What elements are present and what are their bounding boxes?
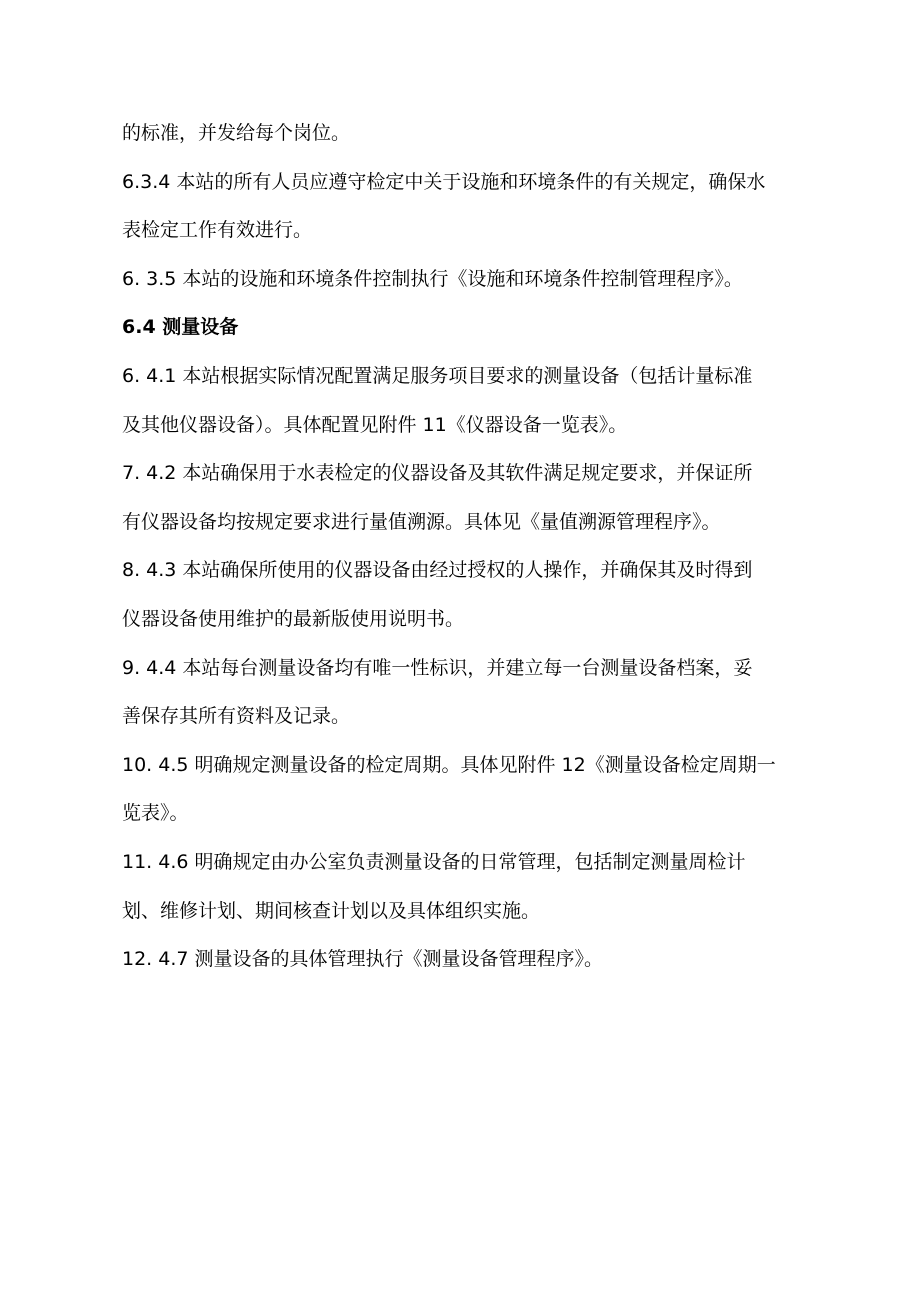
text-line: 的标准，并发给每个岗位。 — [122, 122, 351, 144]
document-body — [122, 109, 812, 984]
text-line: 览表》。 — [122, 802, 189, 825]
text-line: 8. 4.3 本站确保所使用的仪器设备由经过授权的人操作，并确保其及时得到 — [122, 559, 753, 582]
text-line: 6. 4.1 本站根据实际情况配置满足服务项目要求的测量设备（包括计量标准 — [122, 364, 753, 387]
text-line: 6.3.4 本站的所有人员应遵守检定中关于设施和环境条件的有关规定，确保水 — [122, 170, 766, 193]
text-line: 划、维修计划、期间核查计划以及具体组织实施。 — [122, 899, 541, 922]
text-line: 表检定工作有效进行。 — [122, 219, 313, 242]
text-line: 仪器设备使用维护的最新版使用说明书。 — [122, 607, 465, 630]
text-line: 有仪器设备均按规定要求进行量值溯源。具体见《量值溯源管理程序》。 — [122, 510, 721, 533]
section-heading: 6.4 测量设备 — [122, 316, 239, 339]
text-line: 善保存其所有资料及记录。 — [122, 705, 351, 728]
text-line: 11. 4.6 明确规定由办公室负责测量设备的日常管理，包括制定测量周检计 — [122, 850, 746, 873]
text-line: 9. 4.4 本站每台测量设备均有唯一性标识，并建立每一台测量设备档案，妥 — [122, 656, 753, 679]
text-line: 7. 4.2 本站确保用于水表检定的仪器设备及其软件满足规定要求，并保证所 — [122, 462, 753, 485]
text-line: 6. 3.5 本站的设施和环境条件控制执行《设施和环境条件控制管理程序》。 — [122, 267, 743, 290]
text-line: 12. 4.7 测量设备的具体管理执行《测量设备管理程序》。 — [122, 948, 604, 971]
text-line: 及其他仪器设备）。具体配置见附件 11《仪器设备一览表》。 — [122, 413, 628, 436]
text-line: 10. 4.5 明确规定测量设备的检定周期。具体见附件 12《测量设备检定周期一 — [122, 753, 776, 776]
